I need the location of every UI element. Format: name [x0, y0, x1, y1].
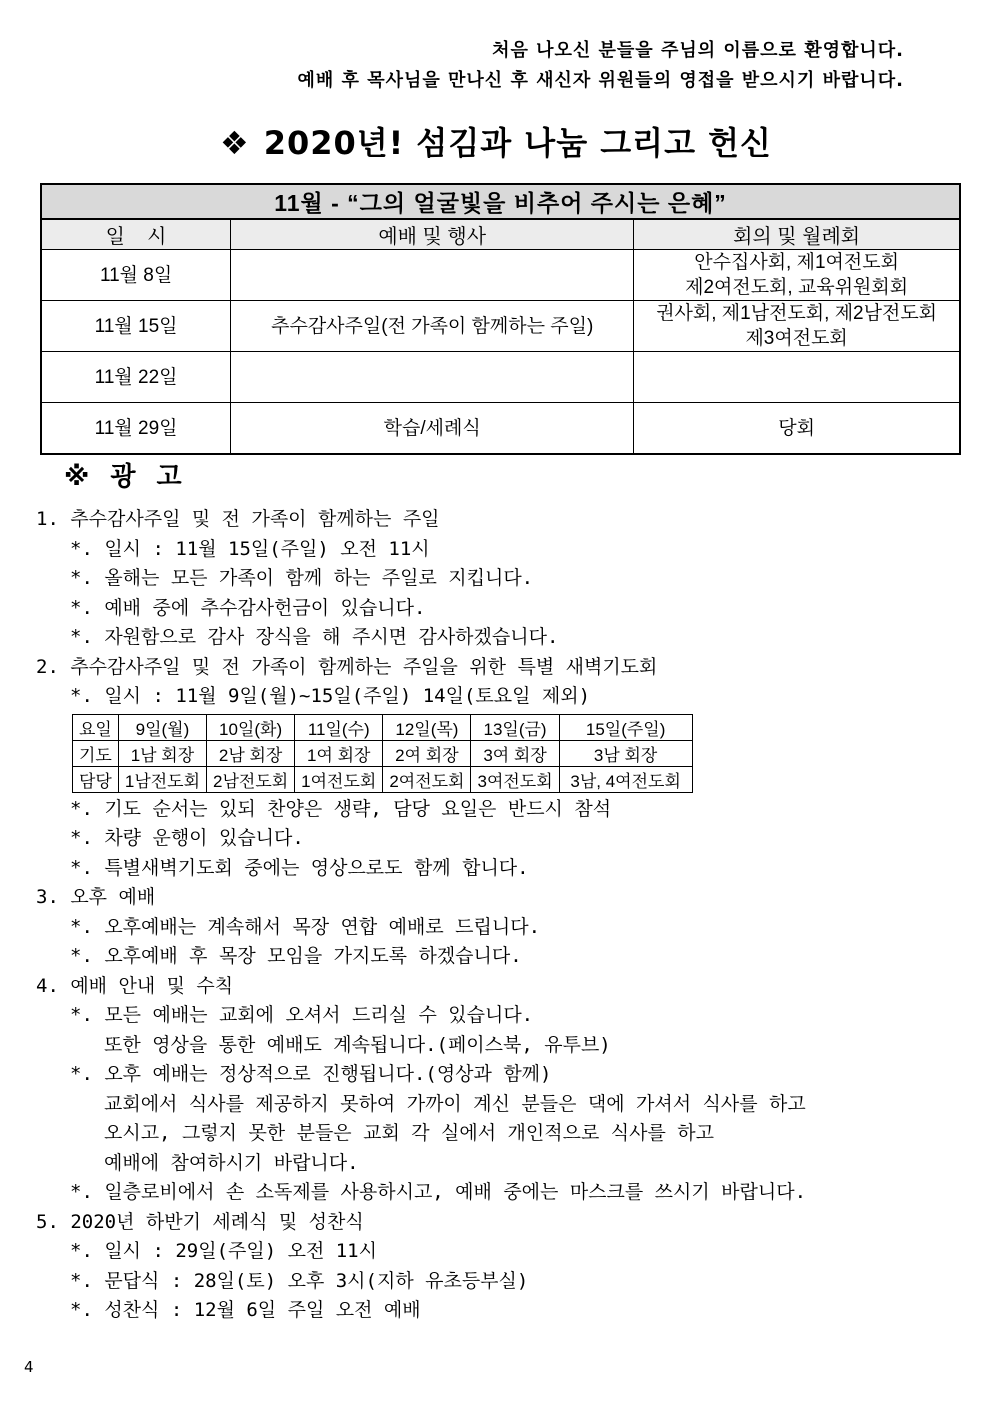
welcome-line-1: 처음 나오신 분들을 주님의 이름으로 환영합니다.: [492, 40, 904, 61]
notice-item-continuation: 교회에서 식사를 제공하지 못하여 가까이 계신 분들은 댁에 가셔서 식사를 하고: [104, 1092, 806, 1115]
notice-item: *. 오후예배는 계속해서 목장 연합 예배로 드립니다.: [70, 915, 541, 938]
notice-item-continuation: 오시고, 그렇지 못한 분들은 교회 각 실에서 개인적으로 식사를 하고: [104, 1122, 714, 1144]
table-cell: 1여 회장: [295, 740, 383, 766]
table-row: [41, 301, 960, 352]
row-event: [231, 352, 634, 403]
notice-item: *. 일시 : 11월 9일(월)~15일(주일) 14일(토요일 제외): [70, 685, 591, 707]
notice-item: *. 자원함으로 감사 장식을 해 주시면 감사하겠습니다.: [70, 626, 559, 648]
notice-item: *. 성찬식 : 12월 6일 주일 오전 예배: [70, 1299, 421, 1321]
row-event: 추수감사주일(전 가족이 함께하는 주일): [231, 301, 634, 352]
announcements-list: [36, 505, 956, 1326]
notice-item: *. 일시 : 11월 15일(주일) 오전 11시: [70, 537, 430, 560]
announcements-heading: ※ 광 고: [64, 462, 188, 492]
row-meeting: [634, 403, 960, 455]
table-cell: 15일(주일): [559, 714, 692, 740]
notice-title: 1. 추수감사주일 및 전 가족이 함께하는 주일: [36, 508, 440, 530]
table-cell: 2남 회장: [207, 740, 295, 766]
notice-item: *. 오후예배 후 목장 모임을 가지도록 하겠습니다.: [70, 945, 522, 967]
header-meeting: 회의 및 월례회: [634, 219, 960, 250]
row-date: 11월 29일: [41, 403, 231, 455]
table-cell: 담당: [73, 766, 119, 792]
notice-item: *. 문답식 : 28일(토) 오후 3시(지하 유초등부실): [70, 1269, 529, 1292]
table-cell: 2남전도회: [207, 766, 295, 792]
notice-item: *. 오후 예배는 정상적으로 진행됩니다.(영상과 함께): [70, 1063, 552, 1085]
notice-item: *. 모든 예배는 교회에 오셔서 드리실 수 있습니다.: [70, 1004, 534, 1026]
row-meeting-line-1: 권사회, 제1남전도회, 제2남전도회: [656, 303, 938, 324]
table-cell: 2여전도회: [383, 766, 471, 792]
notice-item: *. 차량 운행이 있습니다.: [70, 827, 304, 849]
notice-item: *. 기도 순서는 있되 찬양은 생략, 담당 요일은 반드시 참석: [70, 797, 612, 820]
notice-title: 2. 추수감사주일 및 전 가족이 함께하는 주일을 위한 특별 새벽기도회: [36, 655, 658, 678]
row-meeting-line-2: 제2여전도회, 교육위원회회: [685, 277, 909, 298]
row-date: 11월 8일: [41, 250, 231, 301]
table-cell: 2여 회장: [383, 740, 471, 766]
table-cell: 12일(목): [383, 714, 471, 740]
row-event: 학습/세례식: [231, 403, 634, 455]
table-row: [73, 766, 693, 792]
diamond-icon: ❖: [220, 124, 250, 162]
schedule-banner: 11월 - “그의 얼굴빛을 비추어 주시는 은혜”: [41, 184, 960, 219]
table-row: [41, 403, 960, 455]
table-cell: 3남 회장: [559, 740, 692, 766]
prayer-schedule-table: [72, 714, 693, 793]
table-cell: 1여전도회: [295, 766, 383, 792]
schedule-banner-row: [41, 184, 960, 219]
header-event: 예배 및 행사: [231, 219, 634, 250]
table-row: [41, 250, 960, 301]
table-cell: 1남 회장: [118, 740, 206, 766]
page-title-text: 2020년! 섬김과 나눔 그리고 헌신: [263, 124, 772, 162]
table-cell: 10일(화): [207, 714, 295, 740]
header-date: 일 시: [41, 219, 231, 250]
table-cell: 기도: [73, 740, 119, 766]
notice-item-continuation: 또한 영상을 통한 예배도 계속됩니다.(페이스북, 유투브): [104, 1033, 611, 1056]
notice-item: *. 예배 중에 추수감사헌금이 있습니다.: [70, 596, 426, 619]
page-title: [0, 118, 992, 164]
page-number: 4: [24, 1358, 34, 1376]
table-row: [41, 352, 960, 403]
welcome-message: [298, 36, 905, 96]
notice-title: 3. 오후 예배: [36, 886, 156, 908]
notice-item: *. 일시 : 29일(주일) 오전 11시: [70, 1240, 377, 1262]
row-date: 11월 22일: [41, 352, 231, 403]
notice-item: *. 올해는 모든 가족이 함께 하는 주일로 지킵니다.: [70, 567, 534, 589]
table-row: [73, 714, 693, 740]
notice-title: 4. 예배 안내 및 수칙: [36, 974, 234, 997]
notice-item: *. 일층로비에서 손 소독제를 사용하시고, 예배 중에는 마스크를 쓰시기 바랍니다.: [70, 1181, 807, 1203]
row-date: 11월 15일: [41, 301, 231, 352]
row-event: [231, 250, 634, 301]
notice-item-continuation: 예배에 참여하시기 바랍니다.: [104, 1151, 359, 1174]
schedule-table: [40, 183, 961, 455]
table-cell: 3남, 4여전도회: [559, 766, 692, 792]
row-meeting: [634, 301, 960, 352]
welcome-line-2: 예배 후 목사님을 만나신 후 새신자 위원들의 영접을 받으시기 바랍니다.: [297, 70, 904, 91]
table-cell: 13일(금): [471, 714, 559, 740]
row-meeting-line-1: 당회: [778, 417, 815, 439]
notice-item: *. 특별새벽기도회 중에는 영상으로도 함께 합니다.: [70, 856, 529, 879]
table-cell: 11일(수): [295, 714, 383, 740]
row-meeting: [634, 352, 960, 403]
row-meeting-line-2: 제3여전도회: [745, 328, 848, 349]
notice-title: 5. 2020년 하반기 세례식 및 성찬식: [36, 1210, 364, 1233]
table-cell: 3여전도회: [471, 766, 559, 792]
schedule-header-row: [41, 219, 960, 250]
table-cell: 요일: [73, 714, 119, 740]
row-meeting: [634, 250, 960, 301]
row-meeting-line-1: 안수집사회, 제1여전도회: [694, 252, 899, 273]
table-cell: 9일(월): [118, 714, 206, 740]
table-row: [73, 740, 693, 766]
table-cell: 3여 회장: [471, 740, 559, 766]
table-cell: 1남전도회: [118, 766, 206, 792]
